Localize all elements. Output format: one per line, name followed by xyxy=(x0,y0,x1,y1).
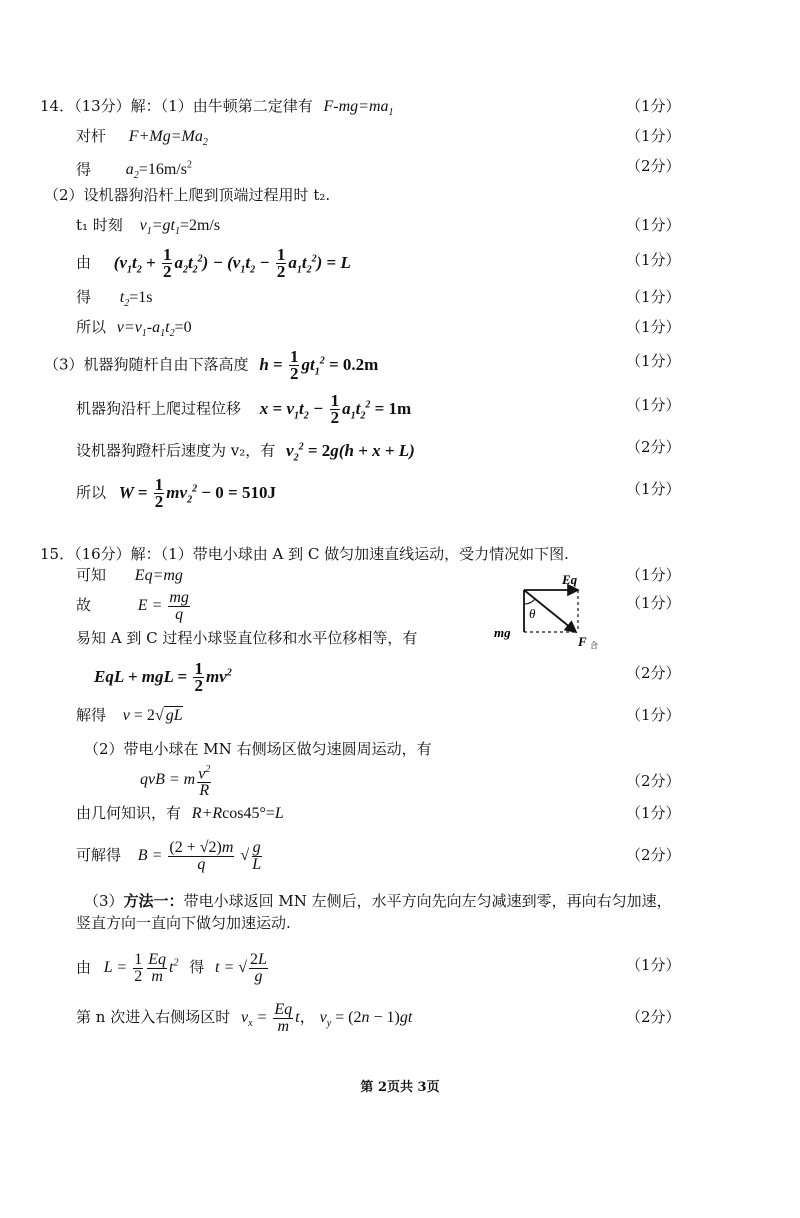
f-label: F xyxy=(578,634,587,649)
score: （1分） xyxy=(626,251,681,269)
p15-part3-line2: 竖直方向一直向下做匀加速运动. xyxy=(76,914,291,932)
p15-eq1: Eq=mg xyxy=(134,567,183,584)
p14-line-9: （3）机器狗随杆自由下落高度 h = $\frac{1}{2}$ $gt_1^2 = 0.2m$ xyxy=(44,347,379,384)
p14-eq1: $F-mg=ma_1$ xyxy=(323,98,394,119)
p15-line-8 xyxy=(140,760,213,799)
theta-arc xyxy=(524,599,535,604)
p15-eq8: L = $\frac{1}{2}$ $\frac{Eq}{m}$ $t^2$ xyxy=(103,951,179,986)
p14-title: 14．（13分）解：（1）由牛顿第二定律有 xyxy=(40,97,313,115)
score: （1分） xyxy=(626,318,681,336)
p15-eq9: $v_x$ = $\frac{Eq}{m}$ t， $v_y = (2n - 1)gt$ xyxy=(240,1000,413,1035)
p14-eq11: W = $\frac{1}{2}$ $mv_2^2 - 0 = 510J$ xyxy=(118,475,276,512)
p15-line-5 xyxy=(94,656,232,694)
p14-eq6: $t_2=1s$ xyxy=(119,289,153,310)
score: （1分） xyxy=(626,956,681,974)
p14-line-8: 所以 $v=v_1-a_1t_2=0$ xyxy=(76,318,192,340)
p14-line-10: 机器狗沿杆上爬过程位移 $x = v_1t_2$ − $\frac{1}{2}$ $a_1t_2^2 = 1m$ xyxy=(76,391,412,428)
p15-part2: （2）带电小球在 MN 右侧场区做匀速圆周运动，有 xyxy=(84,740,432,758)
eq-label: Eq xyxy=(562,572,578,587)
p14-part2: （2）设机器狗沿杆上爬到顶端过程用时 t₂. xyxy=(44,186,331,204)
p14-line-5: t₁ 时刻 $v_1=gt_1=2m/s$ xyxy=(76,216,221,238)
p14-eq4: $v_1=gt_1=2m/s$ xyxy=(139,217,221,238)
method1-label: 方法一： xyxy=(123,892,184,910)
theta-label: θ xyxy=(529,606,536,621)
score: （2分） xyxy=(626,664,681,682)
p15-eq2: E = $\frac{mg}{q}$ xyxy=(137,588,189,623)
mg-label: mg xyxy=(494,625,511,640)
p14-line-3: 得 $a_2=16m/s^2$ xyxy=(76,160,192,182)
score: （1分） xyxy=(626,352,681,370)
p15-line-2: 可知 Eq=mg xyxy=(76,566,183,584)
p14-line-7: 得 $t_2=1s$ xyxy=(76,288,153,310)
p14-eq3: $a_2=16m/s^2$ xyxy=(125,160,192,182)
p14-eq2: $F+Mg=Ma_2$ xyxy=(128,128,208,149)
p15-line-6: 解得 v = 2√ gL xyxy=(76,706,183,724)
p15-title: 15．（16分）解：（1）带电小球由 A 到 C 做匀加速直线运动，受力情况如下图. xyxy=(40,545,569,563)
score: （2分） xyxy=(626,846,681,864)
page-footer: 第 2页共 3页 xyxy=(360,1080,440,1095)
p14-eq8: h = $\frac{1}{2}$ $gt_1^2 = 0.2m$ xyxy=(259,347,379,384)
score: （1分） xyxy=(626,566,681,584)
p15-line-14: 第 n 次进入右侧场区时 $v_x$ = $\frac{Eq}{m}$ t， $v_y = (2n - 1)gt$ xyxy=(76,1000,413,1035)
p15-eq4: v = 2√ gL xyxy=(122,707,183,724)
score: （1分） xyxy=(626,97,681,115)
score: （2分） xyxy=(626,772,681,790)
p14-line-12: 所以 W = $\frac{1}{2}$ $mv_2^2 - 0 = 510J$ xyxy=(76,475,276,512)
score: （1分） xyxy=(626,706,681,724)
p14-line-6: 由 ($v_1t_2$ + $\frac{1}{2}$ $a_2t_2^2) - (v_1t_2$ − $\frac{1}{2}$ $a_1t_2^2) = L$ xyxy=(76,245,351,282)
p14-eq10: $v_2^2 = 2g(h + x + L)$ xyxy=(286,440,415,464)
p15-eq8b: t = √ $\frac{2L}{g}$ xyxy=(215,951,267,986)
score: （1分） xyxy=(626,288,681,306)
score: （2分） xyxy=(626,438,681,456)
p15-eq7: B = $\frac{(2 + √2)m}{q}$ √ $\frac{g}{L}$ xyxy=(137,838,262,873)
p15-eq6: R+Rcos45°=L xyxy=(191,805,284,822)
score: （1分） xyxy=(626,127,681,145)
p15-line-9: 由几何知识，有 R+Rcos45°=L xyxy=(76,804,284,822)
p14-eq5: ($v_1t_2$ + $\frac{1}{2}$ $a_2t_2^2) - (v_1t_2$ − $\frac{1}{2}$ $a_1t_2^2) = L$ xyxy=(113,245,351,282)
p15-part3-line1: （3）方法一：带电小球返回 MN 左侧后，水平方向先向左匀减速到零，再向右匀加速， xyxy=(84,892,672,910)
p15-line-10: 可解得 B = $\frac{(2 + √2)m}{q}$ √ $\frac{g}{L}$ xyxy=(76,836,264,875)
p14-line-11: 设机器狗蹬杆后速度为 v₂，有 $v_2^2 = 2g(h + x + L)$ xyxy=(76,440,415,464)
force-diagram xyxy=(492,570,632,650)
score: （1分） xyxy=(626,480,681,498)
p14-eq7: $v=v_1-a_1t_2=0$ xyxy=(116,319,192,340)
score: （1分） xyxy=(626,804,681,822)
p14-line-2: 对杆 $F+Mg=Ma_2$ xyxy=(76,127,208,149)
f-sub-label: 合 xyxy=(590,641,598,650)
p15-yizhi: 易知 A 到 C 过程小球竖直位移和水平位移相等，有 xyxy=(76,629,418,647)
p14-eq9: $x = v_1t_2$ − $\frac{1}{2}$ $a_1t_2^2 = 1m$ xyxy=(259,391,412,428)
score: （1分） xyxy=(626,216,681,234)
p15-line-3: 故 E = $\frac{mg}{q}$ xyxy=(76,588,192,623)
p15-eq3: EqL + mgL = $\frac{1}{2}$ $mv^2$ xyxy=(94,659,232,696)
score: （2分） xyxy=(626,157,681,175)
score: （1分） xyxy=(626,594,681,612)
score: （2分） xyxy=(626,1008,681,1026)
p15-eq5: qvB = m $\frac{v^2}{R}$ xyxy=(140,763,211,799)
p15-line-13: 由 L = $\frac{1}{2}$ $\frac{Eq}{m}$ $t^2$ 得 t = √ $\frac{2L}{g}$ xyxy=(76,944,270,988)
score: （1分） xyxy=(626,396,681,414)
p14-title-line xyxy=(40,95,394,124)
